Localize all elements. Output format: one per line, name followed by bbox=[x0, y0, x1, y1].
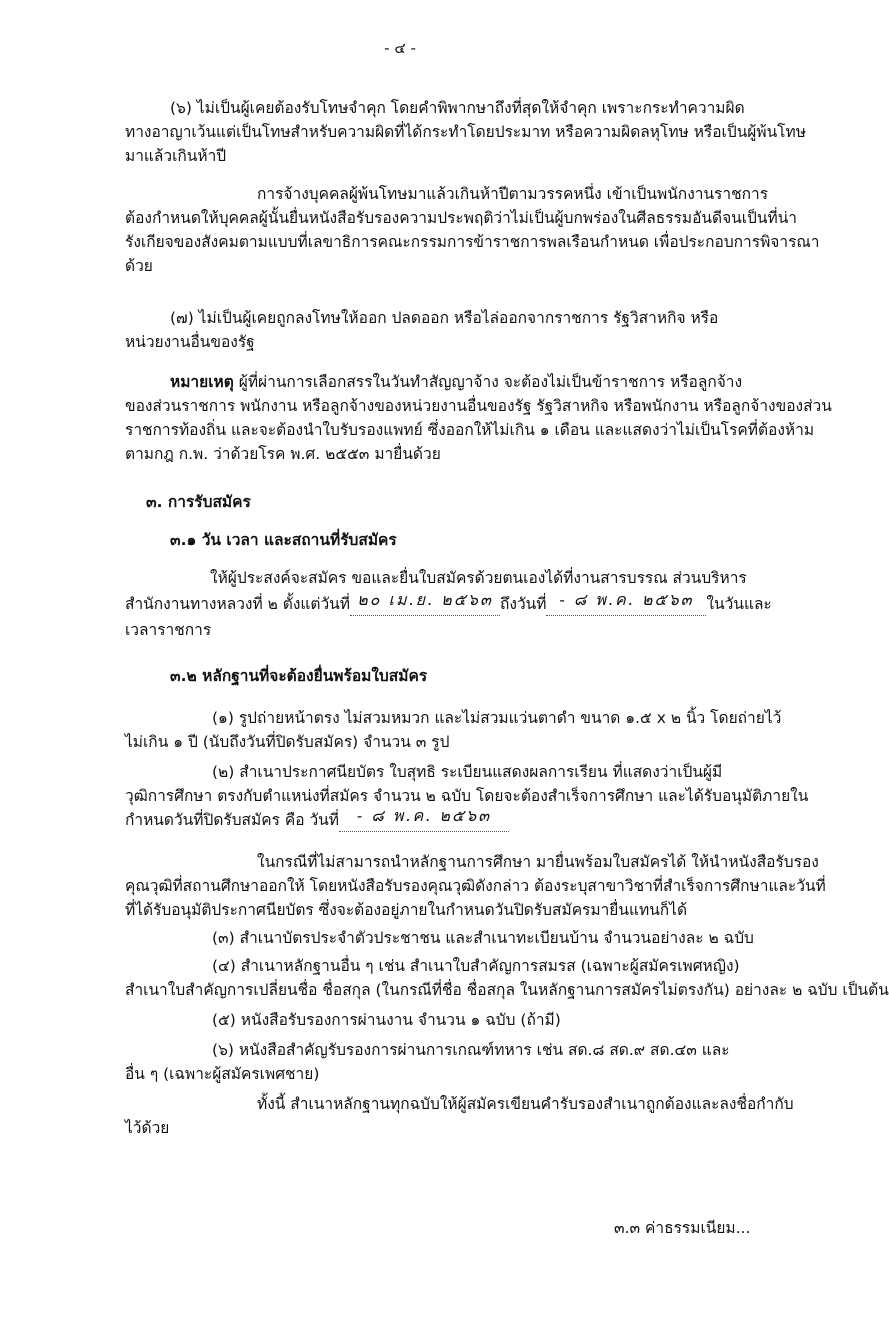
date-from-handwritten: ๒๐ เม.ย. ๒๕๖๓ bbox=[357, 590, 493, 609]
evidence-2-note-line-2: คุณวุฒิที่สถานศึกษาออกให้ โดยหนังสือรับรองคุณวุฒิดังกล่าว ต้องระบุสาขาวิชาที่สำเร็จการศึกษาและวันที่ bbox=[125, 877, 826, 895]
section-3-1-line-3: เวลาราชการ bbox=[125, 621, 212, 639]
close-date-field bbox=[339, 806, 509, 832]
remark-line-4: ตามกฎ ก.พ. ว่าด้วยโรค พ.ศ. ๒๕๕๓ มายื่นด้วย bbox=[125, 445, 441, 463]
section-3-1-line-2 bbox=[125, 590, 772, 616]
close-date-handwritten: - ๘ พ.ค. ๒๕๖๓ bbox=[356, 806, 492, 825]
evidence-2-line-3 bbox=[125, 806, 509, 832]
evidence-2-note-line-1: ในกรณีที่ไม่สามารถนำหลักฐานการศึกษา มายื่นพร้อมใบสมัครได้ ให้นำหนังสือรับรอง bbox=[257, 853, 819, 871]
date-from-field bbox=[350, 590, 500, 616]
section-3-2-heading: ๓.๒ หลักฐานที่จะต้องยื่นพร้อมใบสมัคร bbox=[170, 667, 428, 685]
remark-text-1: ผู้ที่ผ่านการเลือกสรรในวันทำสัญญาจ้าง จะต้องไม่เป็นข้าราชการ หรือลูกจ้าง bbox=[238, 373, 743, 391]
date-to-handwritten: - ๘ พ.ค. ๒๕๖๓ bbox=[559, 590, 694, 609]
qualification-7-line-2: หน่วยงานอื่นของรัฐ bbox=[125, 333, 255, 351]
section-3-1-line-2-part-b: ถึงวันที่ bbox=[500, 595, 547, 613]
remark-label: หมายเหตุ bbox=[170, 373, 234, 391]
evidence-6-line-1: (๖) หนังสือสำคัญรับรองการผ่านการเกณฑ์ทหาร เช่น สด.๘ สด.๙ สด.๔๓ และ bbox=[212, 1041, 730, 1059]
section-3-1-line-1: ให้ผู้ประสงค์จะสมัคร ขอและยื่นใบสมัครด้วยตนเองได้ที่งานสารบรรณ ส่วนบริหาร bbox=[210, 569, 747, 587]
evidence-5: (๕) หนังสือรับรองการผ่านงาน จำนวน ๑ ฉบับ (ถ้ามี) bbox=[212, 1011, 561, 1029]
qualification-6-note-line-2: ต้องกำหนดให้บุคคลผู้นั้นยื่นหนังสือรับรองความประพฤติว่าไม่เป็นผู้บกพร่องในศีลธรรมอันดีจนเป็นที่น่า bbox=[125, 209, 797, 227]
closing-line-2: ไว้ด้วย bbox=[125, 1119, 170, 1137]
page-number: - ๔ - bbox=[384, 39, 416, 57]
evidence-4-line-2: สำเนาใบสำคัญการเปลี่ยนชื่อ ชื่อสกุล (ในกรณีที่ชื่อ ชื่อสกุล ในหลักฐานการสมัครไม่ตรงกัน) อย่างละ ๒ ฉบับ เป็นต้น bbox=[125, 981, 889, 999]
evidence-3: (๓) สำเนาบัตรประจำตัวประชาชน และสำเนาทะเบียนบ้าน จำนวนอย่างละ ๒ ฉบับ bbox=[212, 929, 754, 947]
remark-line-2: ของส่วนราชการ พนักงาน หรือลูกจ้างของหน่วยงานอื่นของรัฐ รัฐวิสาหกิจ หรือพนักงาน หรือลูกจ้างของส่วน bbox=[125, 397, 832, 415]
qualification-6-line-3: มาแล้วเกินห้าปี bbox=[125, 147, 227, 165]
evidence-1-line-1: (๑) รูปถ่ายหน้าตรง ไม่สวมหมวก และไม่สวมแว่นตาดำ ขนาด ๑.๕ x ๒ นิ้ว โดยถ่ายไว้ bbox=[212, 709, 782, 727]
evidence-2-line-2: วุฒิการศึกษา ตรงกับตำแหน่งที่สมัคร จำนวน ๒ ฉบับ โดยจะต้องสำเร็จการศึกษา และได้รับอนุมัติภายใน bbox=[125, 787, 809, 805]
remark-line-3: ราชการท้องถิ่น และจะต้องนำใบรับรองแพทย์ ซึ่งออกให้ไม่เกิน ๑ เดือน และแสดงว่าไม่เป็นโรคที่ต้องห้าม bbox=[125, 421, 815, 439]
date-to-field bbox=[546, 590, 706, 616]
qualification-6-line-2: ทางอาญาเว้นแต่เป็นโทษสำหรับความผิดที่ได้กระทำโดยประมาท หรือความผิดลหุโทษ หรือเป็นผู้พ้นโทษ bbox=[125, 123, 806, 141]
qualification-6-note-line-1: การจ้างบุคคลผู้พ้นโทษมาแล้วเกินห้าปีตามวรรคหนึ่ง เข้าเป็นพนักงานราชการ bbox=[257, 185, 769, 203]
qualification-6-note-line-4: ด้วย bbox=[125, 257, 153, 275]
section-3-1-heading: ๓.๑ วัน เวลา และสถานที่รับสมัคร bbox=[170, 531, 397, 549]
evidence-6-line-2: อื่น ๆ (เฉพาะผู้สมัครเพศชาย) bbox=[125, 1065, 320, 1083]
qualification-6-note-line-3: รังเกียจของสังคมตามแบบที่เลขาธิการคณะกรรมการข้าราชการพลเรือนกำหนด เพื่อประกอบการพิจารณา bbox=[125, 233, 820, 251]
evidence-2-note-line-3: ที่ได้รับอนุมัติประกาศนียบัตร ซึ่งจะต้องอยู่ภายในกำหนดวันปิดรับสมัครมายื่นแทนก็ได้ bbox=[125, 901, 688, 919]
section-3-1-line-2-part-c: ในวันและ bbox=[706, 595, 772, 613]
evidence-2-line-1: (๒) สำเนาประกาศนียบัตร ใบสุทธิ ระเบียนแสดงผลการเรียน ที่แสดงว่าเป็นผู้มี bbox=[212, 763, 723, 781]
next-page-reference: ๓.๓ ค่าธรรมเนียม... bbox=[614, 1219, 751, 1237]
evidence-2-line-3-text: กำหนดวันที่ปิดรับสมัคร คือ วันที่ bbox=[125, 811, 339, 829]
qualification-6-line-1: (๖) ไม่เป็นผู้เคยต้องรับโทษจำคุก โดยคำพิพากษาถึงที่สุดให้จำคุก เพราะกระทำความผิด bbox=[170, 99, 745, 117]
section-3-heading: ๓. การรับสมัคร bbox=[146, 493, 251, 511]
remark-line-1 bbox=[170, 371, 742, 393]
section-3-1-line-2-part-a: สำนักงานทางหลวงที่ ๒ ตั้งแต่วันที่ bbox=[125, 595, 350, 613]
evidence-1-line-2: ไม่เกิน ๑ ปี (นับถึงวันที่ปิดรับสมัคร) จำนวน ๓ รูป bbox=[125, 733, 450, 751]
qualification-7-line-1: (๗) ไม่เป็นผู้เคยถูกลงโทษให้ออก ปลดออก หรือไล่ออกจากราชการ รัฐวิสาหกิจ หรือ bbox=[170, 309, 719, 327]
evidence-4-line-1: (๔) สำเนาหลักฐานอื่น ๆ เช่น สำเนาใบสำคัญการสมรส (เฉพาะผู้สมัครเพศหญิง) bbox=[212, 957, 740, 975]
closing-line-1: ทั้งนี้ สำเนาหลักฐานทุกฉบับให้ผู้สมัครเขียนคำรับรองสำเนาถูกต้องและลงชื่อกำกับ bbox=[257, 1095, 794, 1113]
